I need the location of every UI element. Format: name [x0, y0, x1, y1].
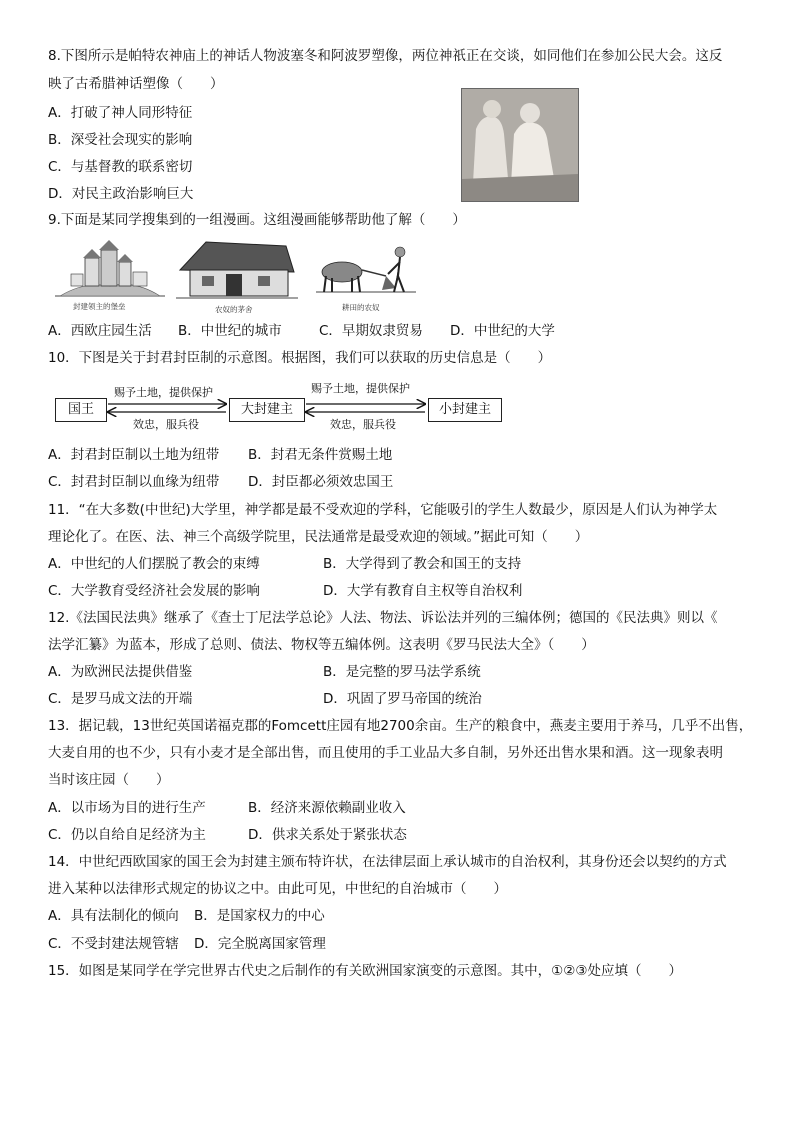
q8-stem-line2: 映了古希腊神话塑像（ ）: [48, 76, 224, 92]
q12-option-c: C．是罗马成文法的开端: [48, 691, 193, 707]
node-lesser-lord: 小封建主: [428, 398, 502, 422]
q13-option-d: D．供求关系处于紧张状态: [248, 827, 407, 843]
q11-option-c: C．大学教育受经济社会发展的影响: [48, 583, 260, 599]
q13-option-b: B．经济来源依赖副业收入: [248, 800, 406, 816]
q9-option-a: A．西欧庄园生活: [48, 323, 152, 339]
q9-option-b: B．中世纪的城市: [178, 323, 282, 339]
q14-option-d: D．完全脱离国家管理: [194, 936, 326, 952]
q12-stem-line2: 法学汇纂》为蓝本，形成了总则、债法、物权等五编体例。这表明《罗马民法大全》（ ）: [48, 637, 595, 653]
q13-stem-line2: 大麦自用的也不少，只有小麦才是全部出售，而且使用的手工业品大多自制，另外还出售水果和酒。这一现象表明: [48, 745, 723, 761]
arrow-label-grant-2: 赐予土地，提供保护: [311, 382, 410, 395]
arrow-label-loyalty-2: 效忠，服兵役: [330, 418, 396, 431]
q9-caption-plowing: 耕田的农奴: [342, 303, 380, 312]
q14-stem-line2: 进入某种以法律形式规定的协议之中。由此可见，中世纪的自治城市（ ）: [48, 881, 507, 897]
q14-option-a: A．具有法制化的倾向: [48, 908, 179, 924]
q14-stem-line1: 14．中世纪西欧国家的国王会为封建主颁布特许状，在法律层面上承认城市的自治权利，其身份还会以契约的方式: [48, 854, 727, 870]
q12-option-d: D．巩固了罗马帝国的统治: [323, 691, 482, 707]
q9-caption-cottage: 农奴的茅舍: [215, 305, 253, 314]
q10-option-c: C．封君封臣制以血缘为纽带: [48, 474, 220, 490]
q14-option-c: C．不受封建法规管辖: [48, 936, 179, 952]
arrow-label-grant-1: 赐予土地，提供保护: [114, 386, 213, 399]
q8-option-b: B．深受社会现实的影响: [48, 132, 193, 148]
q15-stem: 15．如图是某同学在学完世界古代史之后制作的有关欧洲国家演变的示意图。其中，①②③处应填（ ）: [48, 963, 682, 979]
q10-stem: 10．下图是关于封君封臣制的示意图。根据图，我们可以获取的历史信息是（ ）: [48, 350, 552, 366]
q9-stem: 9.下面是某同学搜集到的一组漫画。这组漫画能够帮助他了解（ ）: [48, 212, 466, 228]
q10-option-b: B．封君无条件赏赐土地: [248, 447, 393, 463]
q12-option-a: A．为欧洲民法提供借鉴: [48, 664, 193, 680]
q11-option-b: B．大学得到了教会和国王的支持: [323, 556, 522, 572]
q11-option-d: D．大学有教育自主权等自治权利: [323, 583, 523, 599]
arrow-label-loyalty-1: 效忠，服兵役: [133, 418, 199, 431]
q8-option-d: D．对民主政治影响巨大: [48, 186, 194, 202]
q9-caption-castle: 封建领主的堡垒: [73, 302, 126, 311]
q11-stem-line2: 理论化了。在医、法、神三个高级学院里，民法通常是最受欢迎的领域。”据此可知（ ）: [48, 529, 589, 545]
q12-option-b: B．是完整的罗马法学系统: [323, 664, 481, 680]
q13-option-a: A．以市场为目的进行生产: [48, 800, 206, 816]
sculpture-photo: [461, 88, 579, 202]
q11-option-a: A．中世纪的人们摆脱了教会的束缚: [48, 556, 260, 572]
q8-option-a: A．打破了神人同形特征: [48, 105, 193, 121]
q8-stem-line1: 8.下图所示是帕特农神庙上的神话人物波塞冬和阿波罗塑像，两位神祇正在交谈，如同他们在参加公民大会。这反: [48, 48, 723, 64]
q13-stem-line3: 当时该庄园（ ）: [48, 772, 170, 788]
q14-option-b: B．是国家权力的中心: [194, 908, 325, 924]
q10-option-d: D．封臣都必须效忠国王: [248, 474, 394, 490]
q13-option-c: C．仍以自给自足经济为主: [48, 827, 206, 843]
node-king: 国王: [55, 398, 107, 422]
q9-option-c: C．早期奴隶贸易: [319, 323, 423, 339]
q10-option-a: A．封君封臣制以土地为纽带: [48, 447, 220, 463]
q8-option-c: C．与基督教的联系密切: [48, 159, 193, 175]
node-great-lord: 大封建主: [229, 398, 305, 422]
q9-option-d: D．中世纪的大学: [450, 323, 555, 339]
q11-stem-line1: 11．“在大多数(中世纪)大学里，神学都是最不受欢迎的学科，它能吸引的学生人数最少，原因是人们认为神学太: [48, 502, 718, 518]
q13-stem-line1: 13．据记载，13世纪英国诺福克郡的Fomcett庄园有地2700余亩。生产的粮食中，燕麦主要用于养马，几乎不出售，: [48, 718, 753, 734]
q12-stem-line1: 12.《法国民法典》继承了《查士丁尼法学总论》人法、物法、诉讼法并列的三编体例；德国的《民法典》则以《: [48, 610, 718, 626]
